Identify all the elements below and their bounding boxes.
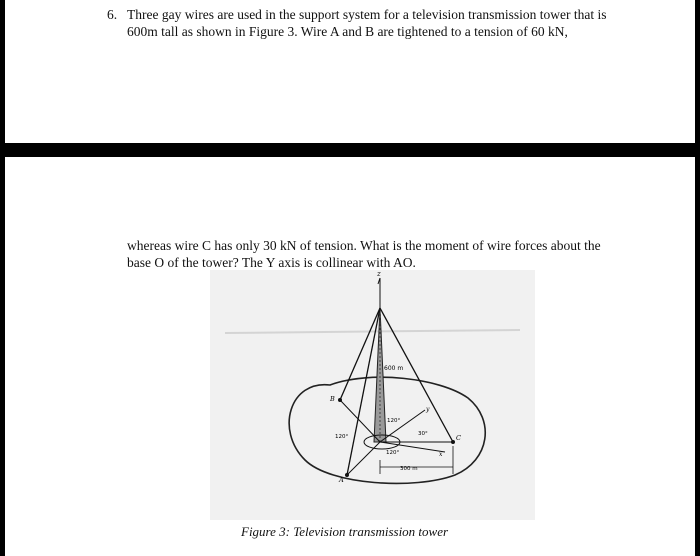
- question-number: 6.: [107, 7, 118, 22]
- label-angle-30: 30°: [418, 431, 428, 437]
- question-text-line-1: Three gay wires are used in the support system for a television transmission tower that is: [127, 7, 607, 22]
- figure-caption: Figure 3: Television transmission tower: [241, 524, 449, 539]
- document-panel-top: [5, 0, 695, 143]
- label-angle-left: 120°: [335, 434, 349, 440]
- label-a: A: [339, 476, 344, 484]
- question-text-line-4: base O of the tower? The Y axis is collinear with AO.: [127, 255, 416, 270]
- label-x: x: [439, 451, 443, 458]
- document-panel-bottom: [5, 157, 695, 556]
- label-angle-bottom: 120°: [386, 450, 400, 456]
- label-distance: 300 m: [400, 466, 418, 472]
- label-y: y: [426, 406, 430, 413]
- anchor-c: [451, 440, 455, 444]
- anchor-b: [338, 398, 342, 402]
- label-z: z: [377, 270, 381, 278]
- label-angle-top: 120°: [387, 418, 401, 424]
- tower-figure: [210, 270, 535, 520]
- label-c: C: [456, 434, 461, 442]
- anchor-a: [345, 473, 349, 477]
- question-text-line-3: whereas wire C has only 30 kN of tension. What is the moment of wire forces about the: [127, 238, 601, 253]
- question-text-line-2: 600m tall as shown in Figure 3. Wire A and B are tightened to a tension of 60 kN,: [127, 24, 568, 39]
- label-b: B: [330, 395, 335, 403]
- label-height: 600 m: [384, 365, 404, 372]
